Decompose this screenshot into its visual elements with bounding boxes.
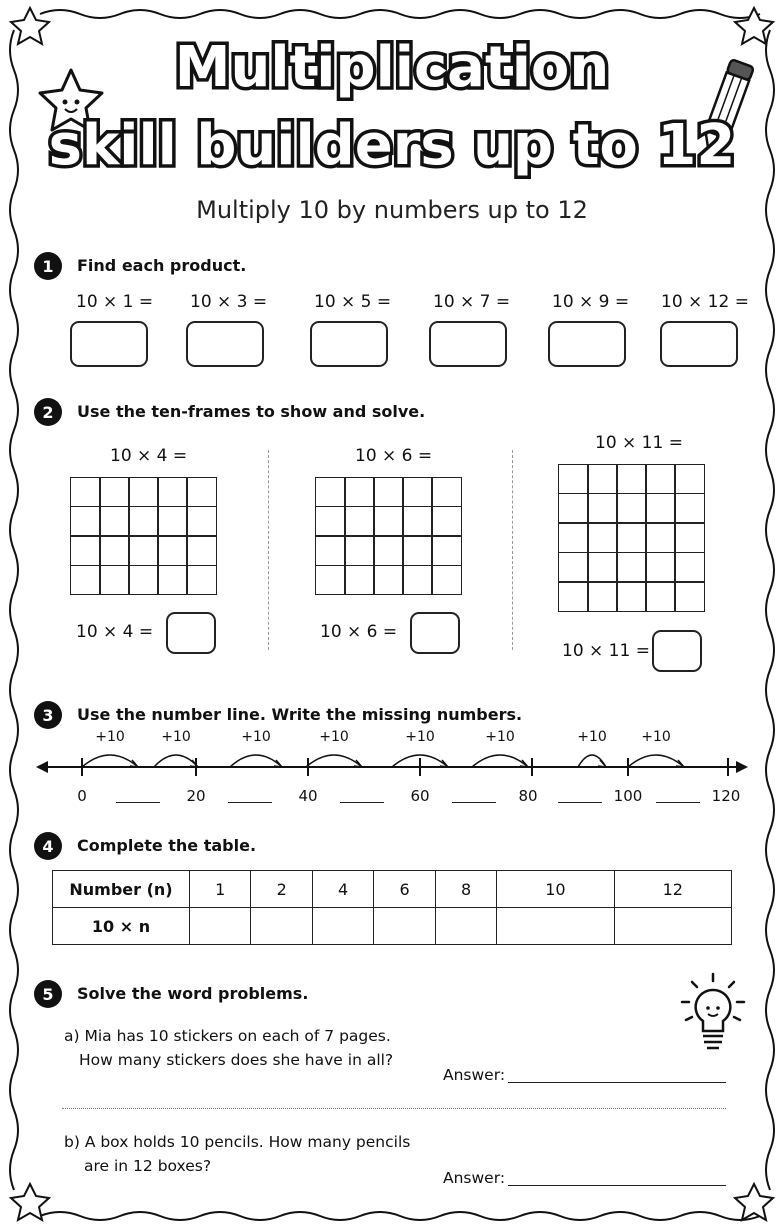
ten-frame-cell[interactable] bbox=[186, 506, 217, 537]
ten-frame-cell[interactable] bbox=[157, 506, 188, 537]
ten-frame-cell[interactable] bbox=[344, 477, 375, 507]
section-5-title: Solve the word problems. bbox=[77, 984, 309, 1003]
jump-label: +10 bbox=[241, 729, 271, 745]
ten-frame-cell[interactable] bbox=[315, 477, 346, 507]
section-4-badge: 4 bbox=[34, 832, 62, 860]
ten-frame-cell[interactable] bbox=[70, 565, 101, 595]
ten-frame-cell[interactable] bbox=[645, 493, 676, 524]
product-equation: 10 × 1 = bbox=[76, 292, 154, 312]
ten-frame-cell[interactable] bbox=[558, 493, 589, 524]
problem-separator bbox=[62, 1108, 726, 1109]
subtitle: Multiply 10 by numbers up to 12 bbox=[196, 196, 588, 224]
missing-number-blank[interactable] bbox=[228, 802, 272, 803]
ten-frame-equation: 10 × 6 = bbox=[320, 622, 398, 642]
table-header-label: Number (n) bbox=[53, 871, 190, 908]
ten-frame-cell[interactable] bbox=[431, 506, 462, 537]
ten-frame-equation: 10 × 4 = bbox=[76, 622, 154, 642]
answer-box[interactable] bbox=[548, 321, 626, 367]
section-1-title: Find each product. bbox=[77, 256, 247, 275]
number-line-label: 40 bbox=[298, 787, 318, 805]
border-top bbox=[40, 10, 760, 18]
answer-cell[interactable] bbox=[251, 908, 312, 945]
table-cell: 2 bbox=[251, 871, 312, 908]
ten-frame-cell[interactable] bbox=[373, 506, 404, 537]
jump-arc bbox=[472, 755, 528, 767]
number-line-label: 80 bbox=[518, 787, 538, 805]
jump-label: +10 bbox=[405, 729, 435, 745]
word-problem-a-line2: How many stickers does she have in all? bbox=[79, 1051, 394, 1069]
star-icon bbox=[735, 8, 773, 44]
product-equation: 10 × 12 = bbox=[661, 292, 749, 312]
answer-cell[interactable] bbox=[614, 908, 731, 945]
answer-box[interactable] bbox=[70, 321, 148, 367]
section-3-title: Use the number line. Write the missing numbers. bbox=[77, 705, 523, 724]
ten-frame-cell[interactable] bbox=[431, 477, 462, 507]
ten-frame-cell[interactable] bbox=[616, 582, 647, 612]
star-icon bbox=[11, 1184, 49, 1220]
section-3-badge: 3 bbox=[34, 701, 62, 729]
ten-frame-cell[interactable] bbox=[70, 506, 101, 537]
ten-frame-cell[interactable] bbox=[157, 536, 188, 566]
ten-frame-cell[interactable] bbox=[645, 582, 676, 612]
table-row bbox=[53, 908, 732, 945]
table-cell: 10 bbox=[497, 871, 614, 908]
ten-frame-label: 10 × 11 = bbox=[595, 433, 683, 453]
ten-frame-equation: 10 × 11 = bbox=[562, 641, 650, 661]
section-5-badge: 5 bbox=[34, 980, 62, 1008]
answer-label: Answer: bbox=[443, 1066, 506, 1084]
number-line-label: 20 bbox=[186, 787, 206, 805]
jump-arc bbox=[628, 755, 684, 767]
column-divider bbox=[268, 450, 269, 650]
ten-frame-cell[interactable] bbox=[587, 464, 618, 494]
jump-label: +10 bbox=[95, 729, 125, 745]
section-4-title: Complete the table. bbox=[77, 836, 257, 855]
jump-arc bbox=[154, 755, 198, 767]
ten-frame-cell[interactable] bbox=[645, 552, 676, 583]
ten-frame-cell[interactable] bbox=[587, 493, 618, 524]
jump-arc bbox=[306, 755, 362, 767]
answer-cell[interactable] bbox=[374, 908, 435, 945]
ten-frame-cell[interactable] bbox=[616, 464, 647, 494]
table-row-label: 10 × n bbox=[53, 908, 190, 945]
ten-frame-cell[interactable] bbox=[616, 552, 647, 583]
ten-frame-cell[interactable] bbox=[674, 464, 705, 494]
answer-box[interactable] bbox=[652, 630, 702, 672]
title-line-1: Multiplication bbox=[174, 35, 610, 100]
ten-frame-cell[interactable] bbox=[402, 506, 433, 537]
ten-frame-cell[interactable] bbox=[99, 536, 130, 566]
ten-frame-cell[interactable] bbox=[99, 565, 130, 595]
ten-frame-cell[interactable] bbox=[431, 565, 462, 595]
column-divider bbox=[512, 450, 513, 650]
section-2-badge: 2 bbox=[34, 398, 62, 426]
ten-frame-cell[interactable] bbox=[157, 477, 188, 507]
product-equation: 10 × 9 = bbox=[552, 292, 630, 312]
star-icon bbox=[735, 1184, 773, 1220]
answer-line[interactable] bbox=[508, 1185, 726, 1186]
jump-label: +10 bbox=[485, 729, 515, 745]
missing-number-blank[interactable] bbox=[656, 802, 700, 803]
ten-frame-cell[interactable] bbox=[186, 477, 217, 507]
product-equation: 10 × 3 = bbox=[190, 292, 268, 312]
number-line-label: 120 bbox=[711, 787, 741, 805]
answer-label: Answer: bbox=[443, 1169, 506, 1187]
ten-frame-cell[interactable] bbox=[344, 536, 375, 566]
answer-box[interactable] bbox=[310, 321, 388, 367]
section-2-title: Use the ten-frames to show and solve. bbox=[77, 402, 426, 421]
ten-frame-cell[interactable] bbox=[402, 477, 433, 507]
ten-frame-cell[interactable] bbox=[128, 506, 159, 537]
jump-arc bbox=[82, 755, 138, 767]
ten-frame-cell[interactable] bbox=[99, 506, 130, 537]
ten-frame-cell[interactable] bbox=[128, 536, 159, 566]
answer-box[interactable] bbox=[429, 321, 507, 367]
ten-frame-cell[interactable] bbox=[558, 552, 589, 583]
answer-cell[interactable] bbox=[497, 908, 614, 945]
ten-frame-cell[interactable] bbox=[186, 565, 217, 595]
ten-frame-cell[interactable] bbox=[645, 464, 676, 494]
border-bottom bbox=[40, 1212, 760, 1220]
table-cell: 8 bbox=[435, 871, 496, 908]
ten-frame-cell[interactable] bbox=[587, 523, 618, 553]
table-cell: 12 bbox=[614, 871, 731, 908]
missing-number-blank[interactable] bbox=[116, 802, 160, 803]
ten-frame-cell[interactable] bbox=[373, 477, 404, 507]
jump-label: +10 bbox=[319, 729, 349, 745]
number-line-label: 100 bbox=[613, 787, 643, 805]
jump-label: +10 bbox=[641, 729, 671, 745]
answer-cell[interactable] bbox=[435, 908, 496, 945]
jump-arc bbox=[230, 755, 282, 767]
ten-frame-cell[interactable] bbox=[587, 552, 618, 583]
ten-frame-cell[interactable] bbox=[373, 565, 404, 595]
ten-frame-cell[interactable] bbox=[674, 552, 705, 583]
ten-frame-cell[interactable] bbox=[315, 506, 346, 537]
ten-frame-cell[interactable] bbox=[373, 536, 404, 566]
ten-frame-cell[interactable] bbox=[674, 582, 705, 612]
missing-number-blank[interactable] bbox=[340, 802, 384, 803]
answer-line[interactable] bbox=[508, 1082, 726, 1083]
answer-cell[interactable] bbox=[190, 908, 251, 945]
table-row bbox=[53, 871, 732, 908]
word-problem-b-line2: are in 12 boxes? bbox=[84, 1157, 212, 1175]
table-cell: 6 bbox=[374, 871, 435, 908]
answer-cell[interactable] bbox=[312, 908, 373, 945]
ten-frame-cell[interactable] bbox=[558, 582, 589, 612]
ten-frame-cell[interactable] bbox=[674, 493, 705, 524]
section-1-badge: 1 bbox=[34, 252, 62, 280]
word-problem-a-line1: a) Mia has 10 stickers on each of 7 pages. bbox=[64, 1027, 391, 1045]
ten-frame-cell[interactable] bbox=[157, 565, 188, 595]
ten-frame-cell[interactable] bbox=[402, 565, 433, 595]
number-line-label: 60 bbox=[410, 787, 430, 805]
missing-number-blank[interactable] bbox=[558, 802, 602, 803]
ten-frame-cell[interactable] bbox=[70, 536, 101, 566]
ten-frame-cell[interactable] bbox=[70, 477, 101, 507]
ten-frame-grid bbox=[559, 465, 704, 612]
ten-frame-cell[interactable] bbox=[99, 477, 130, 507]
ten-frame-cell[interactable] bbox=[558, 523, 589, 553]
ten-frame-cell[interactable] bbox=[674, 523, 705, 553]
ten-frame-label: 10 × 6 = bbox=[355, 446, 433, 466]
multiplication-table bbox=[52, 870, 732, 945]
number-line bbox=[30, 740, 754, 780]
number-line-label: 0 bbox=[77, 787, 87, 805]
ten-frame-cell[interactable] bbox=[558, 464, 589, 494]
ten-frame-cell[interactable] bbox=[128, 565, 159, 595]
jump-label: +10 bbox=[161, 729, 191, 745]
ten-frame-cell[interactable] bbox=[645, 523, 676, 553]
ten-frame-cell[interactable] bbox=[587, 582, 618, 612]
ten-frame-grid bbox=[316, 478, 461, 595]
product-equation: 10 × 7 = bbox=[433, 292, 511, 312]
ten-frame-cell[interactable] bbox=[616, 523, 647, 553]
product-equation: 10 × 5 = bbox=[314, 292, 392, 312]
ten-frame-cell[interactable] bbox=[402, 536, 433, 566]
ten-frame-cell[interactable] bbox=[315, 565, 346, 595]
missing-number-blank[interactable] bbox=[452, 802, 496, 803]
lightbulb-icon bbox=[678, 972, 748, 1056]
jump-label: +10 bbox=[577, 729, 607, 745]
answer-box[interactable] bbox=[410, 612, 460, 654]
answer-box[interactable] bbox=[660, 321, 738, 367]
title-line-2: skill builders up to 12 bbox=[48, 113, 736, 178]
ten-frame-cell[interactable] bbox=[431, 536, 462, 566]
ten-frame-cell[interactable] bbox=[128, 477, 159, 507]
answer-box[interactable] bbox=[186, 321, 264, 367]
ten-frame-cell[interactable] bbox=[315, 536, 346, 566]
ten-frame-cell[interactable] bbox=[344, 506, 375, 537]
ten-frame-cell[interactable] bbox=[616, 493, 647, 524]
table-cell: 4 bbox=[312, 871, 373, 908]
ten-frame-cell[interactable] bbox=[344, 565, 375, 595]
word-problem-b-line1: b) A box holds 10 pencils. How many pencils bbox=[64, 1133, 411, 1151]
ten-frame-label: 10 × 4 = bbox=[110, 446, 188, 466]
ten-frame-cell[interactable] bbox=[186, 536, 217, 566]
ten-frame-grid bbox=[71, 478, 216, 595]
answer-box[interactable] bbox=[166, 612, 216, 654]
star-icon bbox=[11, 8, 49, 44]
table-cell: 1 bbox=[190, 871, 251, 908]
